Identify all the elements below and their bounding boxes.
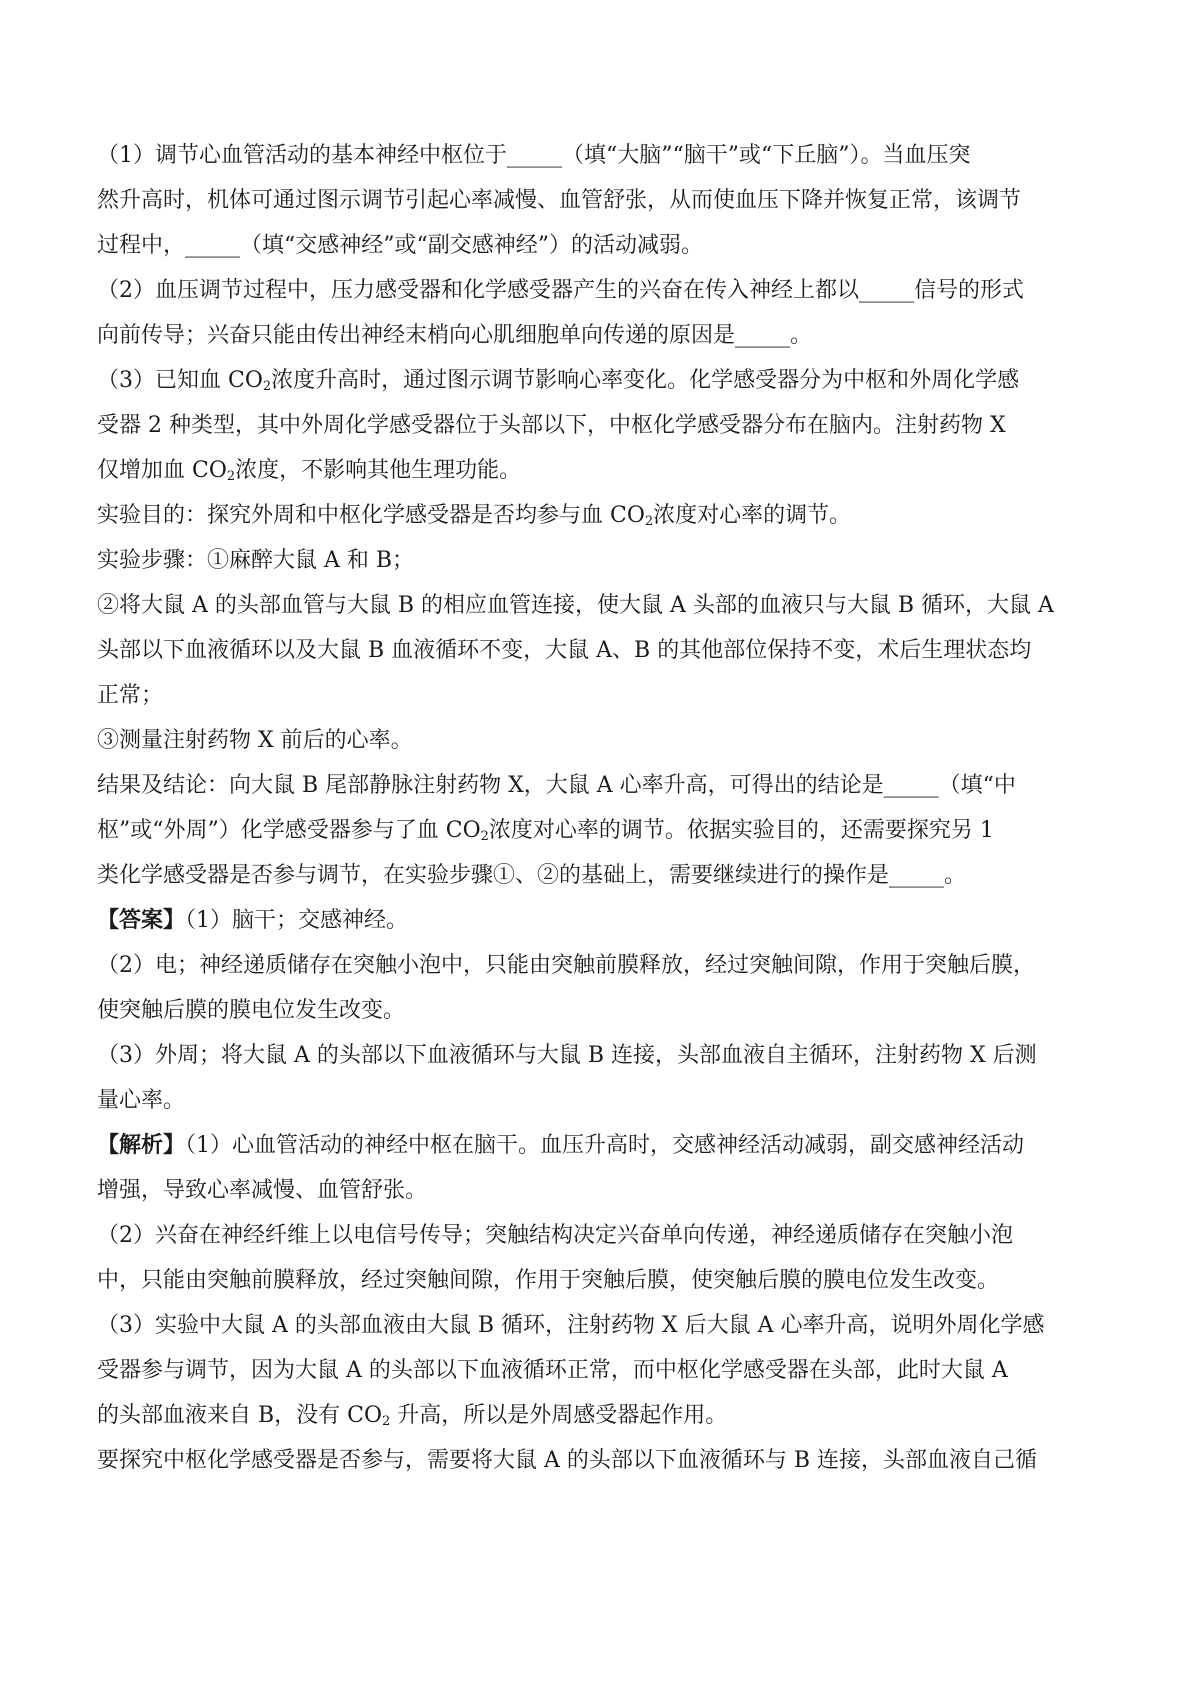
- analysis-heading: 【解析】: [97, 1132, 186, 1158]
- co2-subscript: 2: [480, 829, 489, 844]
- co2-subscript: 2: [382, 1414, 391, 1429]
- co2-subscript: 2: [262, 379, 272, 394]
- analysis-line-3: （2）兴奋在神经纤维上以电信号传导；突触结构决定兴奋单向传递，神经递质储存在突触小泡: [97, 1223, 1014, 1248]
- analysis-line-6: 受器参与调节，因为大鼠 A 的头部以下血液循环正常，而中枢化学感受器在头部，此时大鼠 A: [97, 1358, 1008, 1383]
- experiment-step-2-line-3: 正常；: [97, 683, 164, 708]
- result-line-1: 结果及结论：向大鼠 B 尾部静脉注射药物 X，大鼠 A 心率升高，可得出的结论是_____（填“中: [97, 773, 1016, 798]
- experiment-step-2-line-1: ②将大鼠 A 的头部血管与大鼠 B 的相应血管连接，使大鼠 A 头部的血液只与大鼠 B 循环，大鼠 A: [97, 593, 1054, 618]
- question-3-line-2: 受器 2 种类型，其中外周化学感受器位于头部以下，中枢化学感受器分布在脑内。注射药物 X: [97, 413, 1006, 438]
- answer-line-2: （2）电；神经递质储存在突触小泡中，只能由突触前膜释放，经过突触间隙，作用于突触后膜，: [97, 953, 1036, 978]
- question-3-line-1: （3）已知血 $CO_2$浓度升高时，通过图示调节影响心率变化。化学感受器分为中枢和外周化学感: [97, 368, 1020, 394]
- experiment-step-1: 实验步骤：①麻醉大鼠 A 和 B；: [97, 548, 415, 573]
- answer-line-4: （3）外周；将大鼠 A 的头部以下血液循环与大鼠 B 连接，头部血液自主循环，注射药物 X 后测: [97, 1043, 1037, 1068]
- question-1-line-3: 过程中，_____（填“交感神经”或“副交感神经”）的活动减弱。: [97, 233, 703, 258]
- answer-line-3: 使突触后膜的膜电位发生改变。: [97, 998, 406, 1023]
- co2-subscript: 2: [644, 514, 654, 529]
- question-3-line-3: 仅增加血 $CO_2$浓度，不影响其他生理功能。: [97, 458, 522, 484]
- analysis-line-1: 【解析】（1）心血管活动的神经中枢在脑干。血压升高时，交感神经活动减弱，副交感神经活动: [97, 1132, 1025, 1158]
- experiment-step-3: ③测量注射药物 X 前后的心率。: [97, 728, 413, 753]
- answer-line-5: 量心率。: [97, 1088, 186, 1113]
- analysis-line-4: 中，只能由突触前膜释放，经过突触间隙，作用于突触后膜，使突触后膜的膜电位发生改变。: [97, 1268, 1000, 1293]
- question-1-line-1: （1）调节心血管活动的基本神经中枢位于_____（填“大脑”“脑干”或“下丘脑”）。当血压突: [97, 143, 971, 168]
- result-line-3: 类化学感受器是否参与调节，在实验步骤①、②的基础上，需要继续进行的操作是_____。: [97, 863, 967, 888]
- answer-heading: 【答案】: [97, 907, 186, 933]
- experiment-step-2-line-2: 头部以下血液循环以及大鼠 B 血液循环不变，大鼠 A、B 的其他部位保持不变，术后生理状态均: [97, 638, 1032, 663]
- result-line-2: 枢”或“外周”）化学感受器参与了血 $CO_2$浓度对心率的调节。依据实验目的，还需要探究另 1: [97, 818, 994, 844]
- answer-line-1: 【答案】（1）脑干；交感神经。: [97, 907, 409, 933]
- analysis-line-2: 增强，导致心率减慢、血管舒张。: [97, 1178, 428, 1203]
- co2-subscript: 2: [226, 469, 236, 484]
- analysis-line-8: 要探究中枢化学感受器是否参与，需要将大鼠 A 的头部以下血液循环与 B 连接，头部血液自己循: [97, 1448, 1038, 1473]
- analysis-line-5: （3）实验中大鼠 A 的头部血液由大鼠 B 循环，注射药物 X 后大鼠 A 心率升高，说明外周化学感: [97, 1313, 1045, 1338]
- question-2-line-2: 向前传导；兴奋只能由传出神经末梢向心肌细胞单向传递的原因是_____。: [97, 323, 813, 348]
- question-2-line-1: （2）血压调节过程中，压力感受器和化学感受器产生的兴奋在传入神经上都以_____信号的形式: [97, 278, 1024, 303]
- experiment-purpose: 实验目的：探究外周和中枢化学感受器是否均参与血 $CO_2$浓度对心率的调节。: [97, 503, 852, 529]
- analysis-line-7: 的头部血液来自 B，没有 $CO_2$ 升高，所以是外周感受器起作用。: [97, 1403, 728, 1429]
- question-1-line-2: 然升高时，机体可通过图示调节引起心率减慢、血管舒张，从而使血压下降并恢复正常，该调节: [97, 188, 1022, 213]
